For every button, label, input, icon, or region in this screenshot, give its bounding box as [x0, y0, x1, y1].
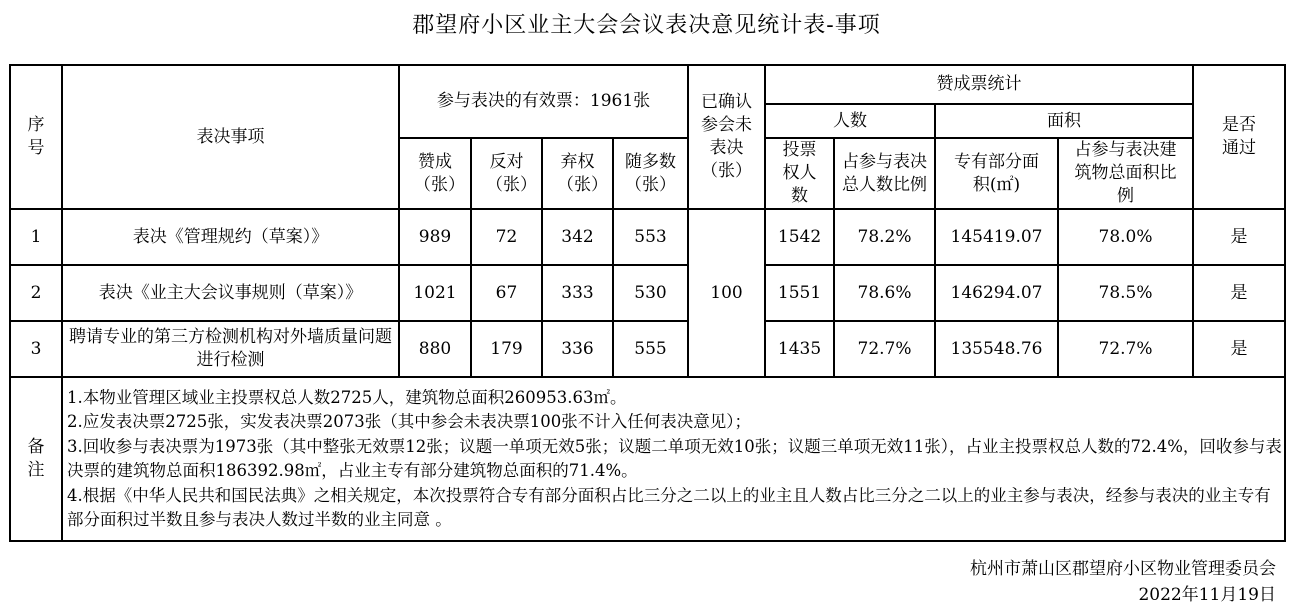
note-item: 3.回收参与表决票为1973张（其中整张无效票12张；议题一单项无效5张；议题二单项无效10张；议题三单项无效11张），占业主投票权总人数的72.4%，回收参与表决票的建筑物总面积186392.98㎡，占业主专有部分建筑物总面积的71.4%。 — [67, 436, 1282, 480]
header-approve-stats: 赞成票统计 — [765, 65, 1193, 104]
header-follow-majority: 随多数（张） — [613, 138, 688, 209]
row-oppose: 67 — [471, 265, 542, 321]
header-area-ratio: 占参与表决建筑物总面积比例 — [1058, 138, 1193, 209]
row-item: 表决《管理规约（草案）》 — [62, 209, 399, 265]
row-follow: 555 — [613, 321, 688, 377]
note-item: 1.本物业管理区域业主投票权总人数2725人，建筑物总面积260953.63㎡。 — [67, 387, 627, 407]
row-area-ratio: 78.5% — [1058, 265, 1193, 321]
header-abstain: 弃权（张） — [542, 138, 613, 209]
row-voters: 1551 — [765, 265, 834, 321]
header-seq: 序号 — [10, 65, 62, 209]
header-valid-votes: 参与表决的有效票：1961张 — [399, 65, 688, 138]
row-area: 135548.76 — [935, 321, 1058, 377]
header-confirmed-absent: 已确认参会未表决（张） — [688, 65, 765, 209]
row-area: 145419.07 — [935, 209, 1058, 265]
table-row — [10, 209, 1285, 265]
table-row — [10, 321, 1285, 377]
row-people-ratio: 78.2% — [834, 209, 935, 265]
header-exclusive-area: 专有部分面积(㎡) — [935, 138, 1058, 209]
row-agree: 880 — [399, 321, 471, 377]
note-item: 2.应发表决票2725张，实发表决票2073张（其中参会未表决票100张不计入任何表决意见）； — [67, 412, 751, 431]
row-seq: 1 — [10, 209, 62, 265]
header-agree: 赞成（张） — [399, 138, 471, 209]
header-people-ratio: 占参与表决总人数比例 — [834, 138, 935, 209]
row-people-ratio: 72.7% — [834, 321, 935, 377]
row-oppose: 179 — [471, 321, 542, 377]
confirmed-absent-value: 100 — [688, 209, 765, 377]
row-passed: 是 — [1193, 265, 1285, 321]
row-passed: 是 — [1193, 209, 1285, 265]
notes-label: 备注 — [10, 377, 62, 541]
table-row — [10, 265, 1285, 321]
header-area: 面积 — [935, 104, 1193, 138]
row-abstain: 333 — [542, 265, 613, 321]
row-follow: 530 — [613, 265, 688, 321]
row-area-ratio: 72.7% — [1058, 321, 1193, 377]
vote-statistics-table — [9, 64, 1286, 542]
header-passed: 是否通过 — [1193, 65, 1285, 209]
signature-org: 杭州市萧山区郡望府小区物业管理委员会 — [970, 559, 1276, 579]
signature-date: 2022年11月19日 — [1138, 585, 1276, 605]
row-follow: 553 — [613, 209, 688, 265]
row-voters: 1542 — [765, 209, 834, 265]
notes-block — [62, 377, 1285, 541]
row-agree: 1021 — [399, 265, 471, 321]
row-agree: 989 — [399, 209, 471, 265]
row-seq: 2 — [10, 265, 62, 321]
header-people: 人数 — [765, 104, 935, 138]
row-item: 聘请专业的第三方检测机构对外墙质量问题进行检测 — [62, 321, 399, 377]
row-passed: 是 — [1193, 321, 1285, 377]
row-item: 表决《业主大会议事规则（草案）》 — [62, 265, 399, 321]
row-oppose: 72 — [471, 209, 542, 265]
row-area: 146294.07 — [935, 265, 1058, 321]
row-voters: 1435 — [765, 321, 834, 377]
row-people-ratio: 78.6% — [834, 265, 935, 321]
row-seq: 3 — [10, 321, 62, 377]
header-oppose: 反对（张） — [471, 138, 542, 209]
header-item: 表决事项 — [62, 65, 399, 209]
row-abstain: 342 — [542, 209, 613, 265]
row-area-ratio: 78.0% — [1058, 209, 1193, 265]
row-abstain: 336 — [542, 321, 613, 377]
header-voting-people: 投票权人数 — [765, 138, 834, 209]
page-title: 郡望府小区业主大会会议表决意见统计表-事项 — [412, 13, 881, 38]
note-item: 4.根据《中华人民共和国民法典》之相关规定，本次投票符合专有部分面积占比三分之二以上的业主且人数占比三分之二以上的业主参与表决，经参与表决的业主专有部分面积过半数且参与表决人数过半数的业主同意 。 — [67, 485, 1271, 529]
